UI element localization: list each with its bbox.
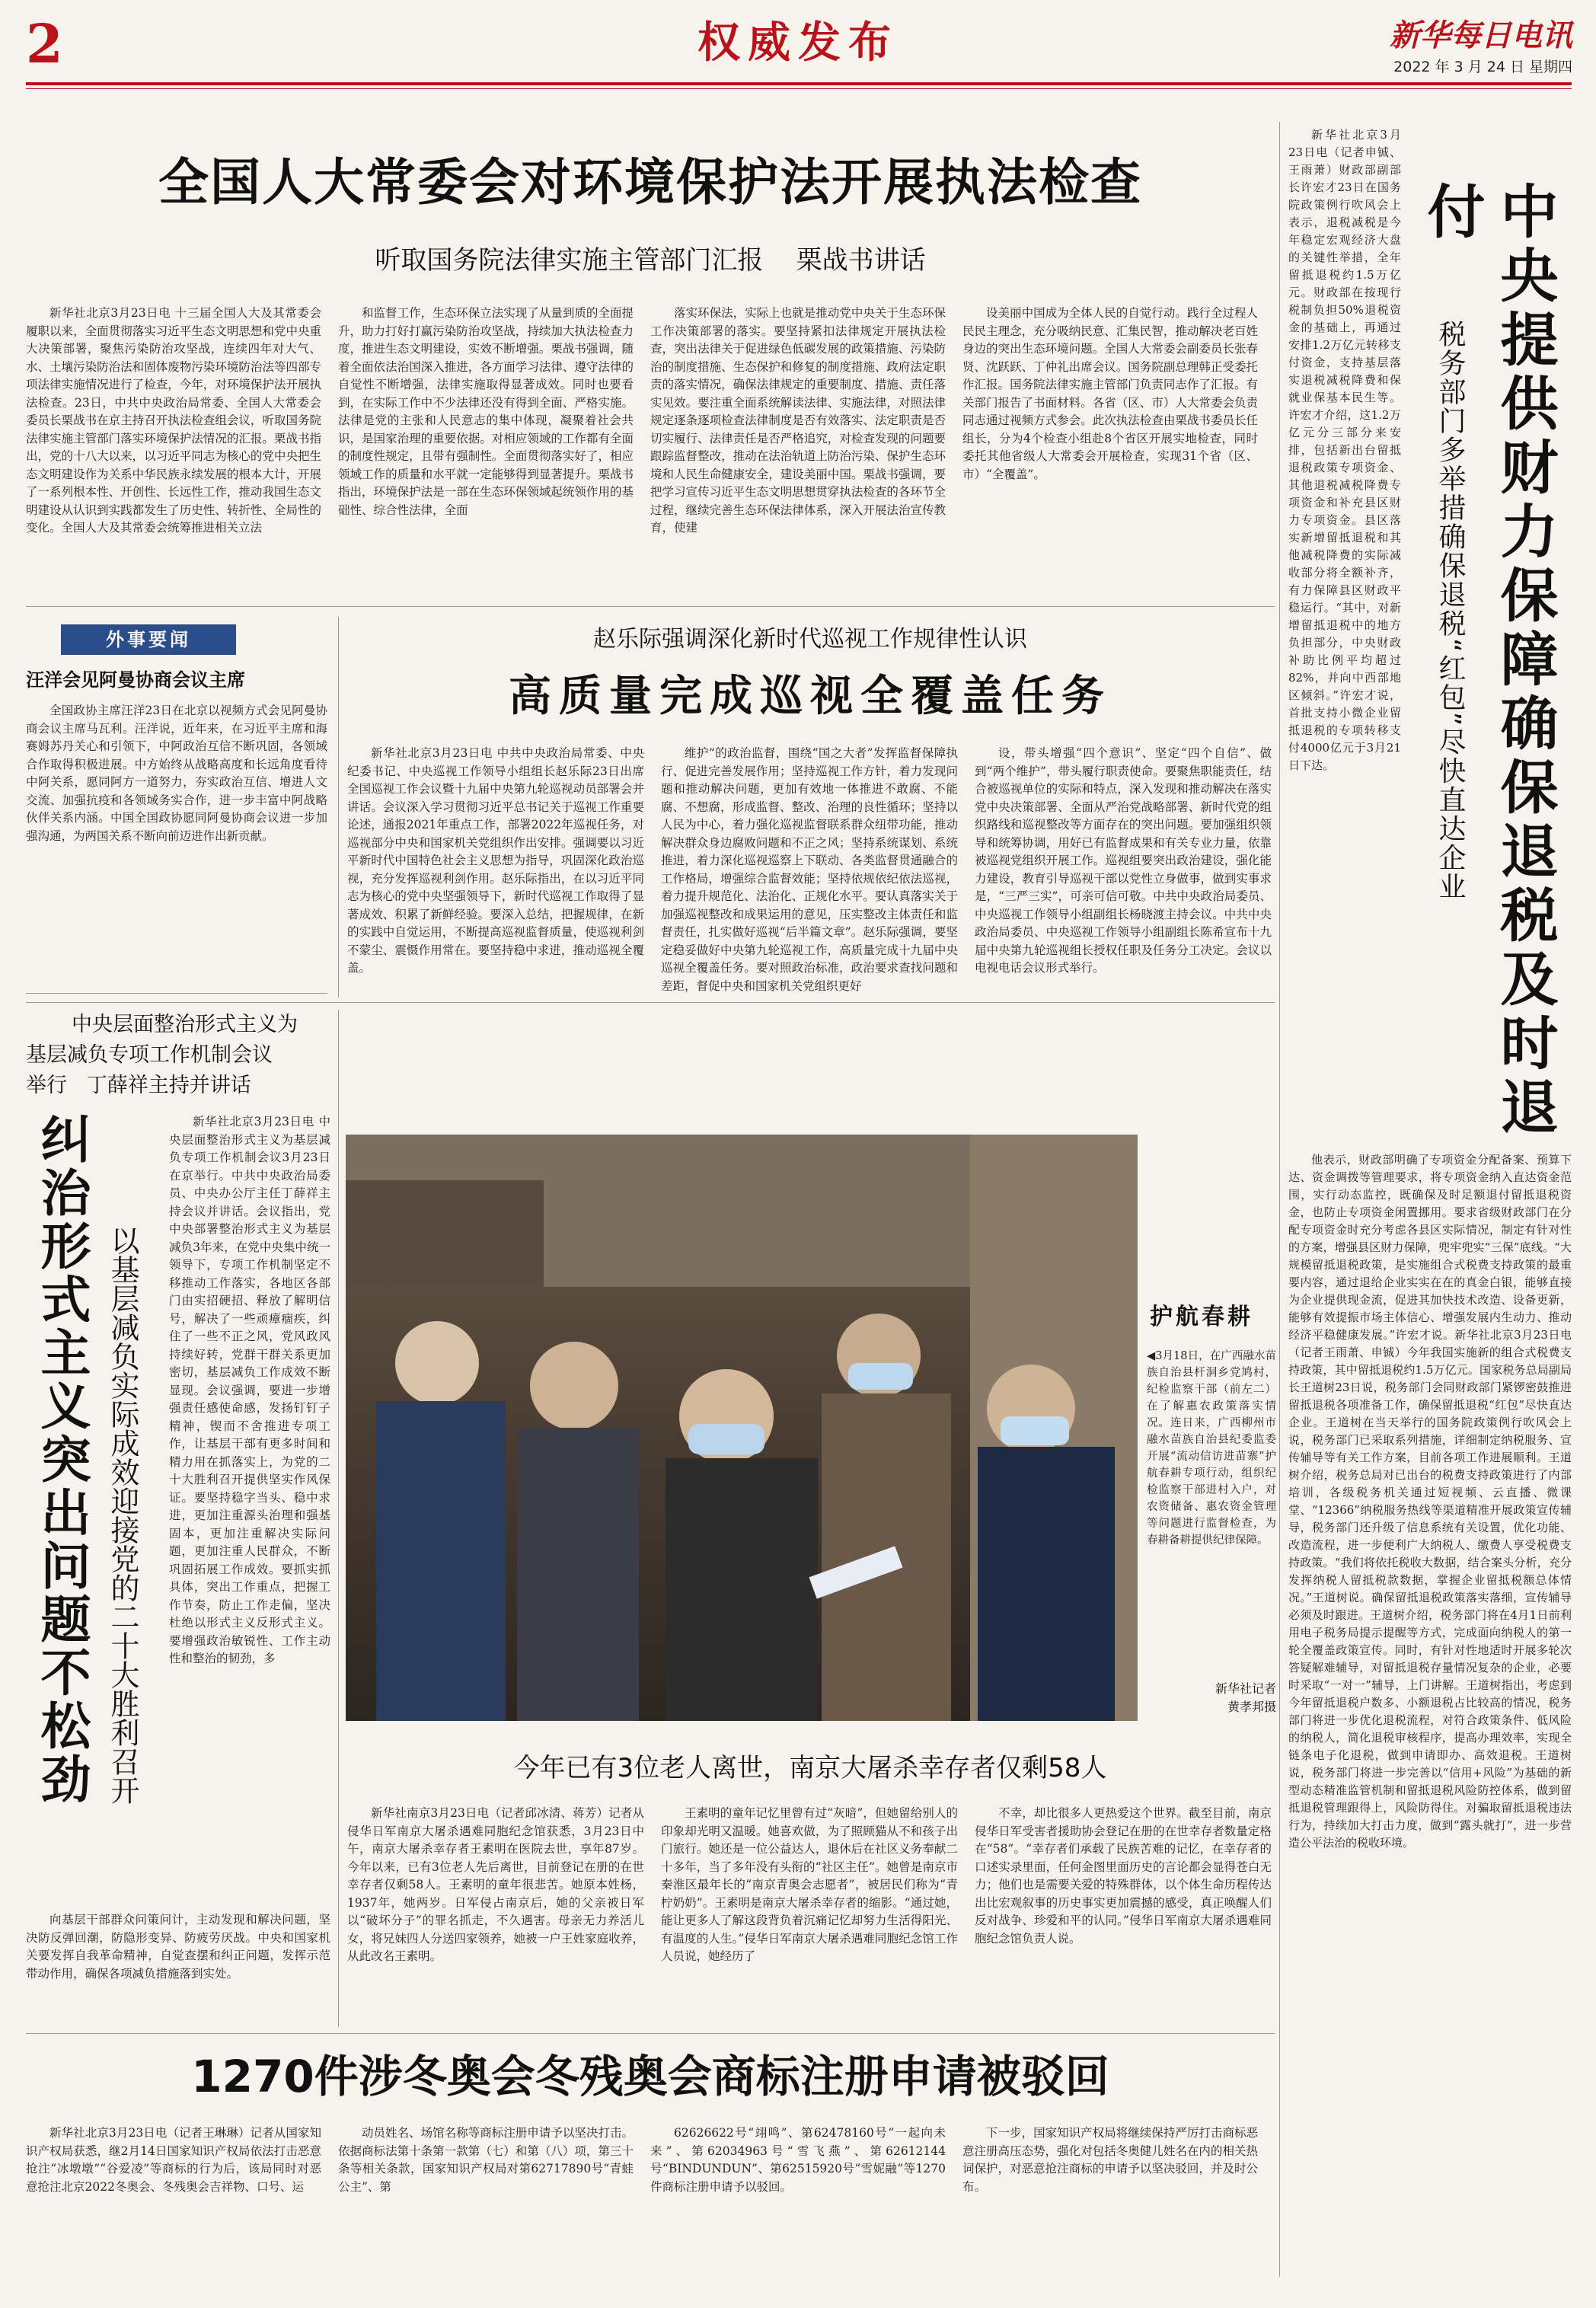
xunshi-col-2: 维护”的政治监督，围绕“国之大者”发挥监督保障执行、促进完善发展作用；坚持巡视工作方针，着力发现问题和推动解决问题，更加有效地一体推进不敢腐、不能腐、不想腐，形成监督、整改、治理的良性循环；坚持以人民为中心，着力强化巡视监督联系群众纽带功能，推动解决群众身边腐败问题和不正之风；坚持系统谋划、系统推进，着力深化巡视巡察上下联动、各类监督贯通融合的工作格局，增强综合监督效能；坚持依规依纪依法巡视，着力提升规范化、法治化、正规化水平。要认真落实关于加强巡视整改和成果运用的意见，压实整改主体责任和监督责任，扎实做好巡视“后半篇文章”。赵乐际强调，要坚定稳妥做好中央第九轮巡视工作，高质量完成十九届中央巡视全覆盖任务。要对照政治标准，政治要求查找问题和差距，督促中央和国家机关党组织更好 <box>661 746 958 993</box>
foreign-body: 全国政协主席汪洋23日在北京以视频方式会见阿曼协商会议主席马瓦利。汪洋说，近年来，在习近平主席和海赛姆苏丹关心和引领下，中阿政治互信不断巩固，各领域合作取得积极进展。中方始终从战略高度和长远角度看待中阿关系，愿同阿方一道努力，夯实政治互信、增进人文交流、加强抗疫和各领域务实合作，进一步丰富中阿战略伙伴关系内涵。中国全国政协愿同阿曼协商会议进一步加强沟通，为两国关系不断向前迈进作出新贡献。 <box>26 704 327 843</box>
jianfu-kicker-3: 举行 丁薛祥主持并讲话 <box>26 1074 251 1097</box>
nanjing-col-3: 不幸，却比很多人更热爱这个世界。截至目前，南京侵华日军受害者援助协会登记在册的在世幸存者数量定格在“58”。“幸存者们承载了民族苦难的记忆，在幸存者的口述实录里面，任何金图里面历史的言论都会显得苍白无力；他们也是需要关爱的特殊群体，以个体生命历程传达出比宏观叙事的历史事实更加震撼的感受，真正唤醒人们反对战争、珍爱和平的认同。”侵华日军南京大屠杀遇难同胞纪念馆负责人说。 <box>975 1806 1272 1946</box>
foreign-bottom-rule <box>26 993 327 994</box>
jianfu-bottom: 向基层干部群众问策问计，主动发现和解决问题，坚决防反弹回潮，防隐形变异、防疲劳厌战。中央和国家机关要发挥自我革命精神，自觉查摆和纠正问题，发挥示范带动作用，确保各项减负措施落到实处。 <box>26 1913 330 1981</box>
photo-illustration <box>346 1135 1138 1721</box>
nanjing-bottom-rule <box>26 2033 1275 2034</box>
nanjing-col-1: 新华社南京3月23日电（记者邱冰清、蒋芳）记者从侵华日军南京大屠杀遇难同胞纪念馆获悉，3月23日中午，南京大屠杀幸存者王素明在医院去世，享年87岁。今年以来，已有3位老人先后离世，目前登记在册的在世幸存者仅剩58人。王素明的童年很悲苦。她原本姓杨，1937年，她两岁。日军侵占南京后，她的父亲被日军以“破坏分子”的罪名抓走，不久遇害。母亲无力养活儿女，将兄妹四人分送四家领养，她被一户王姓家庭收养，从此改名王素明。 <box>347 1806 644 1963</box>
tax-headline: 中央提供财力保障确保退税及时退付 <box>1418 181 1559 1141</box>
trademark-col-3: 62626622号“翊鸣”、第62478160号“一起向未来”、第62034963号“雪飞燕”、第62612144号“BINDUNDUN”、第62515920号“雪妮融”等1270件商标注册申请予以驳回。 <box>650 2126 946 2194</box>
jianfu-subtitle: 以基层减负实际成效迎接党的二十大胜利召开 <box>106 1226 139 1805</box>
masthead-rule-thin <box>26 88 1572 89</box>
jianfu-col: 新华社北京3月23日电 中央层面整治形式主义为基层减负专项工作机制会议3月23日在京举行。中共中央政治局委员、中央办公厅主任丁薛祥主持会议并讲话。会议指出，党中央部署整治形式主义为基层减负3年来，在党中央集中统一领导下，专项工作机制坚定不移推动工作落实，各地区各部门由实招硬招、释放了解明信号，解决了一些顽瘴痼疾，纠住了一些不正之风，党风政风持续好转，党群干群关系更加密切，基层减负工作成效不断显现。会议强调，要进一步增强责任感使命感，发扬钉钉子精神，锲而不舍推进专项工作，让基层干部有更多时间和精力用在抓落实上，为党的二十大胜利召开提供坚实作风保证。要坚持稳字当头、稳中求进，更加注重源头治理和强基固本，更加注重解决实际问题，更加注重人民群众，不断巩固拓展工作成效。要抓实抓具体，突出工作重点，把握工作节奏，防止工作走偏，坚决杜绝以形式主义反形式主义。要增强政治敏锐性、工作主动性和整治的韧劲，多 <box>169 1115 330 1665</box>
trademark-col-4: 下一步，国家知识产权局将继续保持严厉打击商标恶意注册高压态势，强化对包括冬奥健儿姓名在内的相关热词保护，对恶意抢注商标的申请予以坚决驳回，并及时公布。 <box>962 2126 1258 2194</box>
tax-subtitle: 税务部门多举措确保退税“红包”尽快直达企业 <box>1435 320 1466 902</box>
jianfu-headline: 纠治形式主义突出问题不松劲 <box>32 1113 91 1806</box>
paper-logo: 新华每日电讯 <box>1390 18 1572 53</box>
trademark-headline: 1270件涉冬奥会冬残奥会商标注册申请被驳回 <box>191 2051 1109 2102</box>
trademark-col-2: 动员姓名、场馆名称等商标注册申请予以坚决打击。依据商标法第十条第一款第（七）和第（八）项，第三十条等相关条款，国家知识产权局对第62717890号“青蛙公主”、第 <box>338 2126 634 2194</box>
lead-col-2: 和监督工作，生态环保立法实现了从量到质的全面提升，助力打好打赢污染防治攻坚战，持续加大执法检查力度，推进生态文明建设，实效不断增强。栗战书强调，随着全面依法治国深入推进，各方面学习法律、遵守法律的自觉性不断增强，法律实施取得显著成效。同时也要看到，在实际工作中不少法律还没有得到全面、严格实施。法律是党的主张和人民意志的集中体现，凝聚着社会共识，是国家治理的重要依据。对相应领域的工作都有全面的制度性规定，且带有强制性。全面贯彻落实好了，相应领域工作的质量和水平就一定能够得到显著提升。栗战书指出，环境保护法是一部在生态环保领域起统领作用的基础性、综合性法律，全面 <box>338 306 634 517</box>
nanjing-headline: 今年已有3位老人离世，南京大屠杀幸存者仅剩58人 <box>513 1753 1107 1783</box>
issue-date: 2022 年 3 月 24 日 星期四 <box>1393 59 1572 75</box>
lead-col-4: 设美丽中国成为全体人民的自觉行动。践行全过程人民民主理念，充分吸纳民意、汇集民智，推动解决老百姓身边的突出生态环境问题。全国人大常委会副委员长张春贤、沈跃跃、丁仲礼出席会议。国务院副总理韩正受委托作汇报。国务院法律实施主管部门负责同志作了汇报。有关部门报告了书面材料。各省（区、市）人大常委会负责同志通过视频方式参会。此次执法检查由栗战书委员长任组长，分为4个检查小组赴8个省区开展实地检查，同时委托其他省级人大常委会开展检查，实现31个省（区、市）“全覆盖”。 <box>962 306 1258 481</box>
news-photo <box>346 1135 1138 1721</box>
lead-subtitle: 听取国务院法律实施主管部门汇报 栗战书讲话 <box>375 245 926 276</box>
tax-top-text: 新华社北京3月23日电（记者申铖、王雨萧）财政部副部长许宏才23日在国务院政策例行吹风会上表示，退税减税是今年稳定宏观经济大盘的关键性举措，全年留抵退税约1.5万亿元。财政部在按现行税制负担50%退税资金的基础上，再通过安排1.2万亿元转移支付资金，支持基层落实退税减税降费和保就业保基本民生等。许宏才介绍，这1.2万亿元分三部分来安排，包括新出台留抵退税政策专项资金、其他退税减税降费专项资金和补充县区财力专项资金。县区落实新增留抵退税和其他减税降费的实际减收部分将全额补齐，有力保障县区财政平稳运行。“其中，对新增留抵退税中的地方负担部分，中央财政补助比例平均超过82%，并向中西部地区倾斜。”许宏才说，首批支持小微企业留抵退税的专项转移支付4000亿元于3月21日下达。 <box>1288 128 1401 772</box>
xunshi-bottom-rule <box>26 1002 1275 1003</box>
col-divider <box>338 617 339 998</box>
photo-credit-1: 新华社记者 <box>1215 1681 1276 1696</box>
xunshi-col-1: 新华社北京3月23日电 中共中央政治局常委、中央纪委书记、中央巡视工作领导小组组长赵乐际23日出席全国巡视工作会议暨十九届中央第九轮巡视动员部署会并讲话。会议深入学习贯彻习近平总书记关于巡视工作重要论述，通报2021年重点工作，部署2022年巡视任务，对巡视部分中央和国家机关党组织作出安排。强调要以习近平新时代中国特色社会主义思想为指导，巩固深化政治巡视，充分发挥巡视利剑作用。赵乐际指出，在以习近平同志为核心的党中央坚强领导下，新时代巡视工作取得了显著成效、积累了新鲜经验。要深入总结，把握规律，在新的实践中自觉运用，不断提高巡视监督质量，使巡视利剑不蒙尘、震慑作用常在。要坚持稳中求进，推动巡视全覆盖。 <box>347 746 644 975</box>
foreign-tag: 外事要闻 <box>61 624 236 655</box>
photo-credit-2: 黄孝邦摄 <box>1227 1700 1276 1714</box>
col-divider <box>338 1010 339 2027</box>
col-divider <box>1279 122 1280 2277</box>
jianfu-kicker-1: 中央层面整治形式主义为 <box>72 1013 298 1036</box>
photo-title: 护航春耕 <box>1150 1304 1253 1330</box>
lead-col-1: 新华社北京3月23日电 十三届全国人大及其常委会履职以来，全面贯彻落实习近平生态文明思想和党中央重大决策部署，聚焦污染防治攻坚战，连续四年对大气、水、土壤污染防治法和固体废物污染环境防治法等四部专项法律实施情况进行了检查，今年，对环境保护法开展执法检查。23日，中共中央政治局常委、全国人大常委会委员长栗战书在京主持召开执法检查组会议，听取国务院法律实施主管部门落实环境保护法情况的汇报。栗战书指出，党的十八大以来，以习近平同志为核心的党中央把生态文明建设作为关系中华民族永续发展的根本大计，开展了一系列根本性、开创性、长远性工作，推动我国生态文明建设从认识到实践都发生了历史性、转折性、全局性的变化。全国人大及其常委会统筹推进相关立法 <box>26 306 321 535</box>
lead-col-3: 落实环保法，实际上也就是推动党中央关于生态环保工作决策部署的落实。要坚持紧扣法律规定开展执法检查，突出法律关于促进绿色低碳发展的政策措施、污染防治的制度措施、生态保护和修复的制度措施、政府法定职责的落实情况，确保法律规定的重要制度、措施、责任落实见效。要注重全面系统解读法律、实施法律，对照法律规定逐条逐项检查法律制度是否有效落实、法定职责是否切实履行、法律责任是否严格追究，对检查发现的问题要跟踪监督整改，推动在法治轨道上防治污染、保护生态环境和人民生命健康安全，建设美丽中国。栗战书强调，要把学习宣传习近平生态文明思想贯穿执法检查的各环节全过程，继续完善生态环保法律体系，深入开展法治宣传教育，使建 <box>650 306 946 535</box>
lead-headline: 全国人大常委会对环境保护法开展执法检查 <box>158 153 1142 212</box>
masthead-rule <box>26 82 1572 85</box>
trademark-col-1: 新华社北京3月23日电（记者王琳琳）记者从国家知识产权局获悉，继2月14日国家知识产权局依法打击恶意抢注“冰墩墩”“谷爱凌”等商标的行为后，该局同时对恶意抢注北京2022冬奥会、冬残奥会吉祥物、口号、运 <box>26 2126 321 2194</box>
foreign-title: 汪洋会见阿曼协商会议主席 <box>26 669 245 691</box>
lead-bottom-rule <box>26 606 1275 607</box>
photo-caption: ◀3月18日，在广西融水苗族自治县杆洞乡党鸠村，纪检监察干部（前左二）在了解惠农政策落实情况。连日来，广西柳州市融水苗族自治县纪委监委开展“流动信访进苗寨”护航春耕专项行动，组织纪检监察干部进村入户，对农资储备、惠农资金管理等问题进行监督检查，为春耕备耕提供纪律保障。 <box>1147 1350 1276 1547</box>
tax-bottom-text: 他表示，财政部明确了专项资金分配备案、预算下达、资金调拨等管理要求，将专项资金纳入直达资金范围，实行动态监控，既确保及时足额退付留抵退税资金，也防止专项资金闲置挪用。要求省级财政部门在分配专项资金时充分考虑各县区实际情况，制定有针对性的方案，增强县区财力保障，兜牢兜实“三保”底线。“大规模留抵退税政策，是实施组合式税费支持政策的最重要内容，通过退给企业实实在在的真金白银，能够直接为企业提供现金流，促进其加快技术改造、设备更新，能够有效提振市场主体信心、增强发展内生动力、推动经济平稳健康发展。”许宏才说。新华社北京3月23日电（记者王雨萧、申铖）今年我国实施新的组合式税费支持政策，其中留抵退税约1.5万亿元。国家税务总局副局长王道树23日说，税务部门会同财政部门紧锣密鼓推进留抵退税各项准备工作，确保留抵退税“红包”尽快直达企业。王道树在当天举行的国务院政策例行吹风会上说，税务部门已采取系列措施，详细制定纳税服务、宣传辅导等有关工作方案，目前各项工作进展顺利。王道树介绍，税务总局对已出台的税费支持政策进行了内部培训，各级税务机关通过短视频、云直播、微课堂、“12366”纳税服务热线等渠道精准开展政策宣传辅导，税务部门还升级了信息系统有关设置，优化功能、改造流程，进一步便利广大纳税人、缴费人享受税费支持政策。“我们将依托税收大数据，结合案头分析，充分发挥纳税人留抵税款数据，掌握企业留抵税额总体情况。”王道树说。确保留抵退税政策落实落细，宣传辅导必须及时跟进。王道树介绍，税务部门将在4月1日前利用电子税务局提示提醒等方式，完成面向纳税人的第一轮全覆盖政策宣传。同时，有针对性地适时开展多轮次答疑解难辅导，对留抵退税存量情况复杂的企业，必要时采取“一对一”辅导，上门讲解。王道树指出，考虑到今年留抵退税户数多、小额退税占比较高的情况，税务部门将进一步优化退税流程，对符合政策条件、低风险的纳税人，简化退税审核程序，提高办理效率，实现全链条电子化退税，做到申请即办、高效退税。王道树说，税务部门将进一步完善以“信用+风险”为基础的新型动态精准监管机制和留抵退税风险防控体系，做到留抵退税管理跟得上，风险防得住。对骗取留抵退税违法行为，持续加大打击力度，做到“露头就打”，进一步营造公平法治的税收环境。 <box>1288 1153 1572 1850</box>
page-number: 2 <box>26 12 63 75</box>
section-title: 权威发布 <box>697 18 899 68</box>
xunshi-kicker: 赵乐际强调深化新时代巡视工作规律性认识 <box>593 626 1027 653</box>
xunshi-headline: 高质量完成巡视全覆盖任务 <box>509 672 1112 721</box>
nanjing-col-2: 王素明的童年记忆里曾有过“灰暗”，但她留给别人的印象却光明又温暖。她喜欢做，为了照顾猫从不和孩子出门旅行。她还是一位公益达人，退休后在社区义务奉献二十多年，当了多年没有头衔的“社区主任”。她曾是南京市秦淮区最年长的“南京青奥会志愿者”，被居民们称为“青柠奶奶”。王素明是南京大屠杀幸存者的缩影。“通过她，能让更多人了解这段背负着沉痛记忆却努力生活得阳光、有温度的人生。”侵华日军南京大屠杀遇难同胞纪念馆工作人员说，她经历了 <box>661 1806 958 1963</box>
jianfu-kicker-2: 基层减负专项工作机制会议 <box>26 1043 273 1067</box>
xunshi-col-3: 设，带头增强“四个意识”、坚定“四个自信”、做到“两个维护”，带头履行职责使命。要聚焦职能责任，结合被巡视单位的实际和特点，深入发现和推动解决在落实党中央决策部署、全面从严治党战略部署、新时代党的组织路线和巡视整改等方面存在的突出问题。要加强组织领导和统筹协调，用好已有监督成果和有关专业力量，依靠被巡视党组织开展工作。巡视组要突出政治建设，强化能力建设，教育引导巡视干部以党性立身做事，做到实事求是，“三严三实”，可亲可信可敬。中共中央政治局委员、中央巡视工作领导小组副组长杨晓渡主持会议。中共中央政治局委员、中央巡视工作领导小组副组长陈希宣布十九届中央第九轮巡视组长授权任职及任务分工决定。会议以电视电话会议形式举行。 <box>975 746 1272 975</box>
